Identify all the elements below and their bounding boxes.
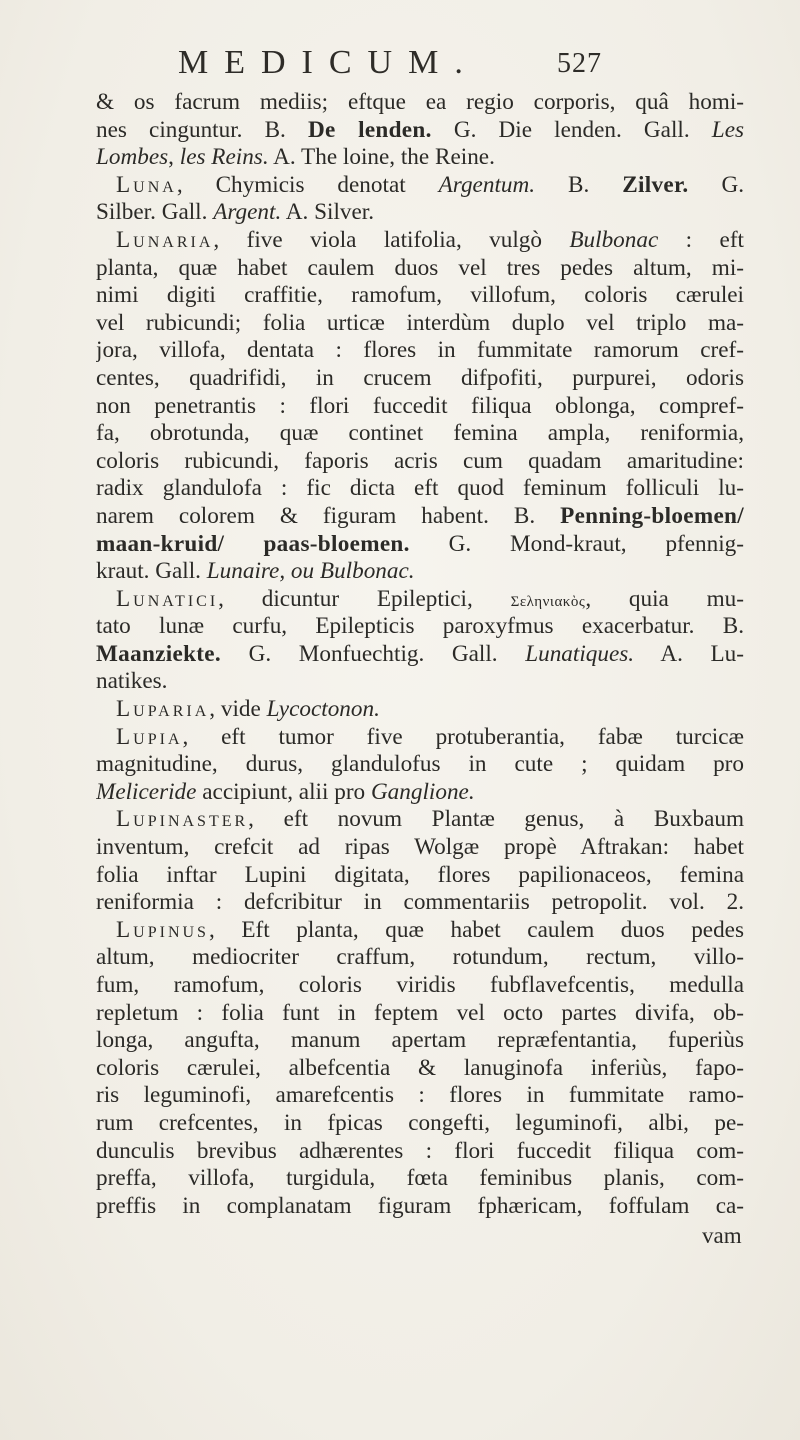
entry-headword-lunatici: Lunatici, dicuntur Epileptici, Σεληνιακὸς, quia mu- — [116, 585, 744, 612]
text-line: Maanziekte. G. Monfuechtig. Gall. Lunatiques. A. Lu- — [96, 640, 744, 667]
entry-headword-lupinus: Lupinus, Eft planta, quæ habet caulem duos pedes — [116, 916, 744, 943]
text-line: radix glandulofa : fic dicta eft quod feminum folliculi lu- — [96, 475, 744, 502]
running-head: MEDICUM. — [178, 44, 479, 81]
text-line: & os facrum mediis; eftque ea regio corporis, quâ homi- — [96, 89, 744, 115]
text-line: centes, quadrifidi, in crucem difpofiti, purpurei, odoris — [96, 364, 744, 391]
text-line: fa, obrotunda, quæ continet femina ampla, reniformia, — [96, 420, 744, 447]
text-line: tato lunæ curfu, Epilepticis paroxyfmus exacerbatur. B. — [96, 613, 744, 640]
text-line: narem colorem & figuram habent. B. Penning-bloemen/ — [96, 502, 744, 529]
entry-headword-luparia: Luparia, vide Lycoctonon. — [116, 696, 380, 723]
text-line: jora, villofa, dentata : flores in fummitate ramorum cref- — [96, 337, 744, 364]
text-line: vel rubicundi; folia urticæ interdùm duplo vel triplo ma- — [96, 309, 744, 336]
catchword: vam — [702, 1223, 742, 1248]
body-text — [96, 89, 744, 1220]
text-line: fum, ramofum, coloris viridis fubflavefcentis, medulla — [96, 972, 744, 998]
text-line: Lombes, les Reins. A. The loine, the Reine. — [96, 144, 495, 171]
text-line: folia inftar Lupini digitata, flores papilionaceos, femina — [96, 861, 744, 888]
text-line: repletum : folia funt in feptem vel octo partes divifa, ob- — [96, 999, 744, 1026]
text-line: natikes. — [96, 668, 168, 695]
text-line: maan-kruid/ paas-bloemen. G. Mond-kraut, pfennig- — [96, 530, 744, 557]
text-line: Silber. Gall. Argent. A. Silver. — [96, 199, 375, 226]
text-line: kraut. Gall. Lunaire, ou Bulbonac. — [96, 558, 415, 585]
text-line: preffa, villofa, turgidula, fœta feminibus planis, com- — [96, 1165, 744, 1192]
entry-headword-lupinaster: Lupinaster, eft novum Plantæ genus, à Buxbaum — [116, 806, 744, 833]
text-line: coloris rubicundi, faporis acris cum quadam amaritudine: — [96, 447, 744, 474]
text-line: nes cinguntur. B. De lenden. G. Die lenden. Gall. Les — [96, 116, 744, 143]
entry-headword-lupia: Lupia, eft tumor five protuberantia, fabæ turcicæ — [116, 723, 744, 750]
text-line: reniformia : defcribitur in commentariis petropolit. vol. 2. — [96, 889, 744, 916]
entry-headword-lunaria: Lunaria, five viola latifolia, vulgò Bulbonac : eft — [116, 226, 744, 253]
page-number: 527 — [557, 48, 602, 79]
text-line: ris leguminofi, amarefcentis : flores in fummitate ramo- — [96, 1082, 744, 1109]
text-line: inventum, crefcit ad ripas Wolgæ propè Aftrakan: habet — [96, 834, 744, 861]
text-line: longa, angufta, manum apertam repræfentantia, fuperiùs — [96, 1027, 744, 1054]
text-line: preffis in complanatam figuram fphæricam, foffulam ca- — [96, 1192, 744, 1219]
text-line: altum, mediocriter craffum, rotundum, rectum, villo- — [96, 944, 744, 971]
text-line: dunculis brevibus adhærentes : flori fuccedit filiqua com- — [96, 1137, 744, 1164]
text-line: non penetrantis : flori fuccedit filiqua oblonga, compref- — [96, 392, 744, 419]
entry-headword-luna: Luna, Chymicis denotat Argentum. B. Zilver. G. — [116, 171, 744, 198]
text-line: nimi digiti craffitie, ramofum, villofum, coloris cærulei — [96, 282, 744, 309]
text-line: Meliceride accipiunt, alii pro Ganglione. — [96, 778, 475, 805]
text-line: coloris cærulei, albefcentia & lanuginofa inferiùs, fapo- — [96, 1054, 744, 1081]
text-line: planta, quæ habet caulem duos vel tres pedes altum, mi- — [96, 254, 744, 281]
text-line: rum crefcentes, in fpicas congefti, leguminofi, albi, pe- — [96, 1109, 744, 1136]
text-line: magnitudine, durus, glandulofus in cute ; quidam pro — [96, 751, 744, 778]
